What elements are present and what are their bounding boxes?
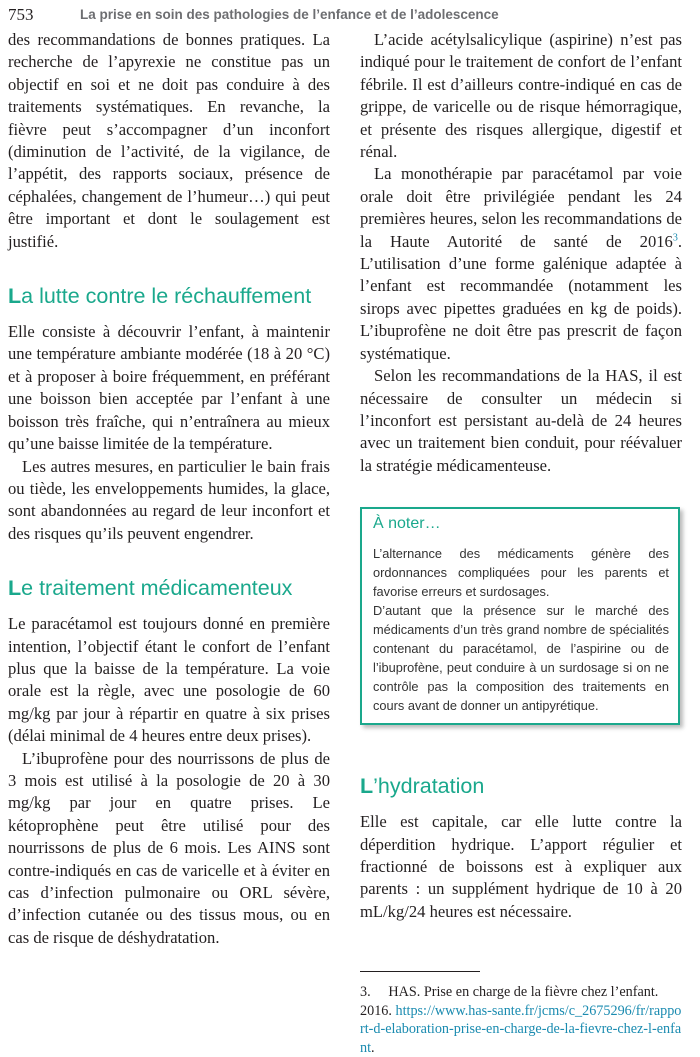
paragraph: Elle est capitale, car elle lutte contre la déperdition hydrique. L’apport régulier et fractionné de boissons est à expliquer aux parents : un supplément hydrique de 10 à 20 mL/kg/24 heures est nécessaire. <box>360 812 682 921</box>
left-intro <box>8 29 330 253</box>
paragraph: Les autres mesures, en particulier le bain frais ou tiède, les enveloppements humides, la glace, sont abandonnées au regard de leur inconfort et des risques qu’ils peuvent engendrer. <box>8 456 330 543</box>
footnote-number: 3. <box>360 984 371 1000</box>
right-section-3 <box>360 811 682 923</box>
heading-text: e traitement médicamenteux <box>21 576 293 601</box>
note-paragraph: D’autant que la présence sur le marché des médicaments d’un très grand nombre de spécialités contenant du paracétamol, de l’aspirine ou de l’ibuprofène, peut conduire à un surdosage si on ne contrôle pas la composition des traitements en cours avant de donner un antipyrétique. <box>373 603 669 714</box>
note-paragraph: L’alternance des médicaments génère des ordonnances compliquées pour les parents et favorise erreurs et surdosages. <box>373 546 669 600</box>
footnote-divider <box>360 971 480 972</box>
right-text <box>360 29 682 477</box>
heading-initial: L <box>8 284 22 309</box>
footnote-text: HAS. Prise en charge de la fièvre chez l’enfant. 2016. <box>360 984 659 1019</box>
heading-text: ’hydratation <box>373 774 485 799</box>
paragraph: des recommandations de bonnes pratiques. La recherche de l’apyrexie ne constitue pas un objectif en soi et ne doit pas conduire à des traitements systématiques. En revanche, la fièvre peut s’accompagner d’un inconfort (diminution de l’activité, de la vigilance, de l’appétit, des rapports sociaux, présence de céphalées, changement de l’humeur…) qui peut être important et dont le soulagement est justifié. <box>8 30 330 251</box>
paragraph: L’acide acétylsalicylique (aspirine) n’est pas indiqué pour le traitement de confort de l’enfant fébrile. Il est d’ailleurs contre-indiqué en cas de grippe, de varicelle ou de risque hémorragique, et présente des risques allergique, digestif et rénal. <box>360 30 682 162</box>
paragraph: Elle consiste à découvrir l’enfant, à maintenir une température ambiante modérée (18 à 20 °C) et à proposer à boire fréquemment, en préférant une boisson bien acceptée par l’enfant à une boisson très fraîche, qui n’entraînera au mieux qu’une baisse limitée de la température. <box>8 322 330 454</box>
text: . L’utilisation d’une forme galénique adaptée à l’enfant est recommandée (notamment les sirops avec pipettes graduées en kg de poids). L’ibuprofène ne doit être pas prescrit de façon systématique. <box>360 231 682 363</box>
paragraph: Le paracétamol est toujours donné en première intention, l’objectif étant le confort de l’enfant plus que la baisse de la température. La voie orale est la règle, avec une posologie de 60 mg/kg par jour à répartir en quatre à six prises (délai minimal de 4 heures entre deux prises). <box>8 614 330 746</box>
heading-initial: L <box>360 774 374 799</box>
left-section-1 <box>8 321 330 545</box>
section-heading <box>8 575 330 601</box>
heading-text: a lutte contre le réchauffement <box>21 284 312 309</box>
paragraph: Selon les recommandations de la HAS, il est nécessaire de consulter un médecin si l’inconfort est persistant au-delà de 24 heures avec un traitement bien conduit, pour réévaluer la stratégie médicamenteuse. <box>360 366 682 475</box>
paragraph <box>360 163 682 365</box>
text: La monothérapie par paracétamol par voie orale doit être privilégiée pendant les 24 premières heures, selon les recommandations de la Haute Autorité de santé de 2016 <box>360 164 682 251</box>
footnote-link[interactable]: https://www.has-sante.fr/jcms/c_2675296/fr/rapport-d-elaboration-prise-en-charge-de-la-fievre-chez-l-enfant <box>360 1002 682 1056</box>
note-title: À noter… <box>373 515 441 533</box>
heading-initial: L <box>8 576 22 601</box>
footnote-end: . <box>371 1039 375 1056</box>
left-section-2 <box>8 613 330 949</box>
running-title: La prise en soin des pathologies de l’enfance et de l’adolescence <box>80 7 499 22</box>
section-heading <box>360 773 682 799</box>
right-column <box>360 29 682 923</box>
footnote <box>360 983 685 1057</box>
page-number: 753 <box>8 5 34 24</box>
paragraph: L’ibuprofène pour des nourrissons de plus de 3 mois est utilisé à la posologie de 20 à 30 mg/kg par jour en quatre prises. Le kétoprophène peut être utilisé pour des nourrissons de plus de 6 mois. Les AINS sont contre-indiqués en cas de varicelle et à éviter en cas d’infection pulmonaire ou ORL sévère, d’infection cutanée ou des tissus mous, ou en cas de risque de déshydratation. <box>8 748 330 947</box>
section-heading <box>8 283 330 309</box>
left-column <box>8 29 330 949</box>
footnote-ref[interactable]: 3 <box>672 232 678 244</box>
note-box <box>360 507 680 725</box>
